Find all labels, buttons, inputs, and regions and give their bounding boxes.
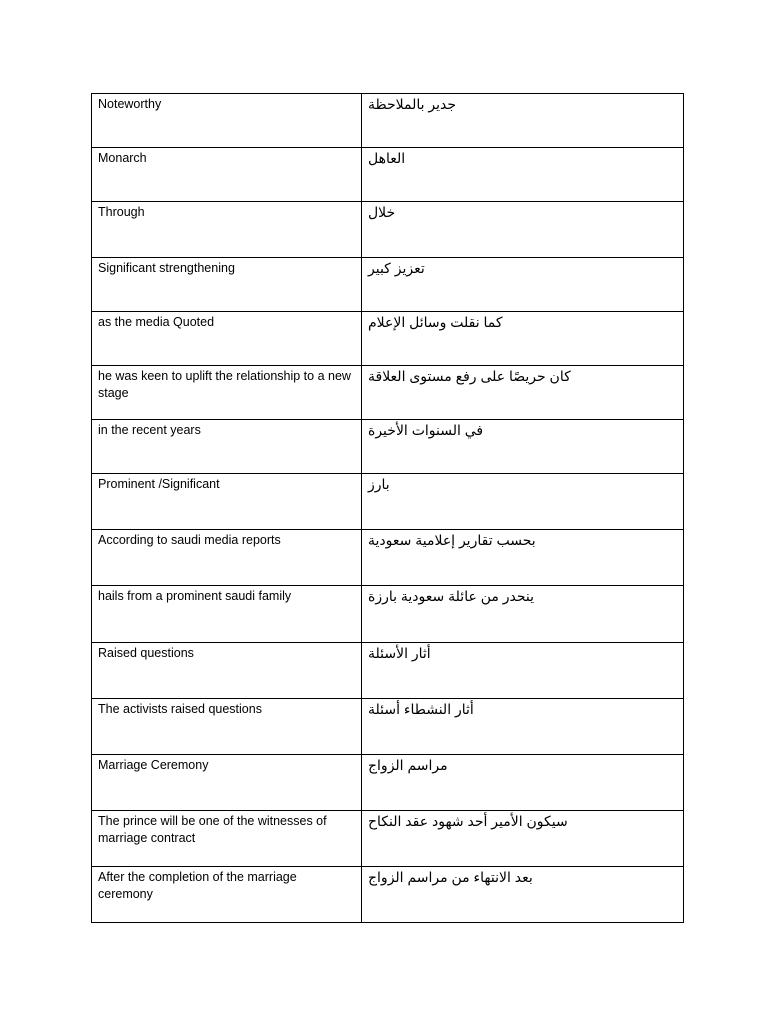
arabic-term-cell	[362, 474, 684, 530]
english-term-cell: he was keen to uplift the relationship to a new stage	[92, 366, 362, 420]
english-term-cell: The activists raised questions	[92, 699, 362, 755]
arabic-term-cell	[362, 643, 684, 699]
english-term-cell: Significant strengthening	[92, 258, 362, 312]
arabic-term-cell	[362, 420, 684, 474]
arabic-term-text: سيكون الأمير أحد شهود عقد النكاح	[368, 813, 568, 829]
arabic-term-cell	[362, 867, 684, 923]
arabic-term-cell	[362, 202, 684, 258]
table-row	[92, 867, 684, 923]
table-row	[92, 94, 684, 148]
table-row	[92, 420, 684, 474]
table-row	[92, 643, 684, 699]
arabic-term-text: أثار الأسئلة	[368, 645, 431, 661]
arabic-term-cell	[362, 586, 684, 643]
table-row	[92, 755, 684, 811]
table-row	[92, 202, 684, 258]
arabic-term-cell	[362, 755, 684, 811]
table-row	[92, 258, 684, 312]
table-row	[92, 366, 684, 420]
english-term-cell: Monarch	[92, 148, 362, 202]
table-row	[92, 530, 684, 586]
arabic-term-text: تعزيز كبير	[368, 260, 425, 276]
arabic-term-cell	[362, 258, 684, 312]
english-term-cell: hails from a prominent saudi family	[92, 586, 362, 643]
table-row	[92, 811, 684, 867]
arabic-term-text: خلال	[368, 204, 396, 220]
vocabulary-table	[91, 93, 684, 923]
english-term-cell: According to saudi media reports	[92, 530, 362, 586]
arabic-term-cell	[362, 94, 684, 148]
arabic-term-cell	[362, 148, 684, 202]
table-row	[92, 312, 684, 366]
english-term-cell: After the completion of the marriage ceremony	[92, 867, 362, 923]
arabic-term-cell	[362, 366, 684, 420]
table-row	[92, 586, 684, 643]
arabic-term-text: ينحدر من عائلة سعودية بارزة	[368, 588, 535, 604]
english-term-cell: Prominent /Significant	[92, 474, 362, 530]
arabic-term-text: بعد الانتهاء من مراسم الزواج	[368, 869, 533, 885]
arabic-term-text: كما نقلت وسائل الإعلام	[368, 314, 503, 330]
table-row	[92, 474, 684, 530]
vocabulary-table-body	[92, 94, 684, 923]
english-term-cell: Through	[92, 202, 362, 258]
english-term-cell: Noteworthy	[92, 94, 362, 148]
arabic-term-text: في السنوات الأخيرة	[368, 422, 484, 438]
arabic-term-text: بارز	[368, 476, 390, 492]
arabic-term-cell	[362, 530, 684, 586]
arabic-term-text: بحسب تقارير إعلامية سعودية	[368, 532, 536, 548]
arabic-term-text: مراسم الزواج	[368, 757, 448, 773]
arabic-term-text: العاهل	[368, 150, 406, 166]
arabic-term-cell	[362, 312, 684, 366]
arabic-term-cell	[362, 699, 684, 755]
arabic-term-text: جدير بالملاحظة	[368, 96, 457, 112]
english-term-cell: The prince will be one of the witnesses of marriage contract	[92, 811, 362, 867]
arabic-term-cell	[362, 811, 684, 867]
arabic-term-text: كان حريصًا على رفع مستوى العلاقة	[368, 368, 571, 384]
table-row	[92, 148, 684, 202]
english-term-cell: as the media Quoted	[92, 312, 362, 366]
arabic-term-text: أثار النشطاء أسئلة	[368, 701, 474, 717]
english-term-cell: in the recent years	[92, 420, 362, 474]
english-term-cell: Marriage Ceremony	[92, 755, 362, 811]
english-term-cell: Raised questions	[92, 643, 362, 699]
table-row	[92, 699, 684, 755]
